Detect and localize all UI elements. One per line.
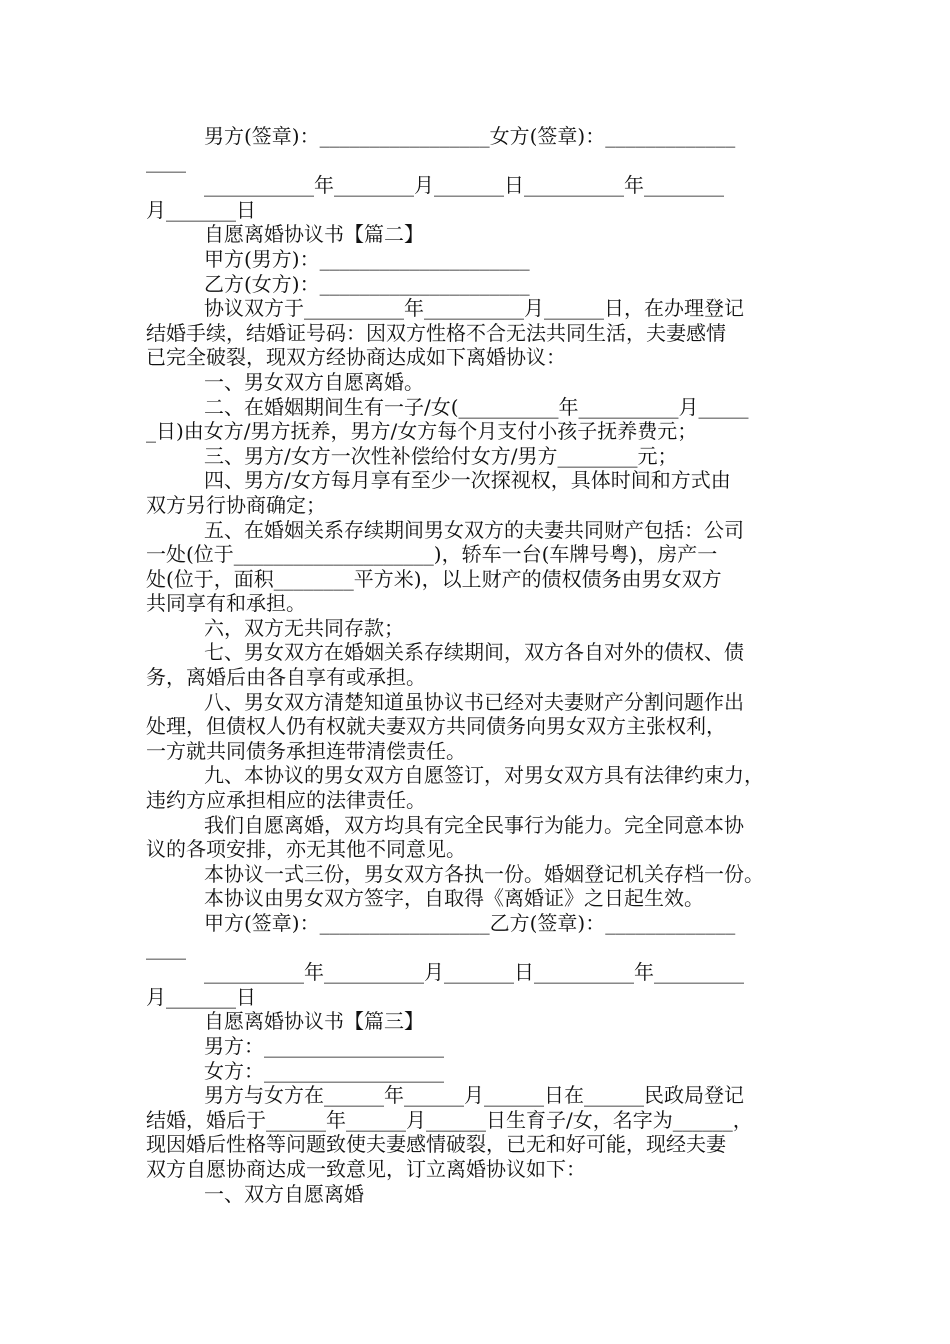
clause-2: 二、在婚姻期间生有一子/女(__________年__________月_____: [204, 394, 749, 419]
party-a-line: 甲方(男方)：_____________________: [204, 246, 530, 271]
document-page: [146, 124, 810, 1206]
clause-3: 三、男方/女方一次性补偿给付女方/男方________元；: [204, 443, 678, 468]
copies-line: 本协议一式三份，男女双方各执一份。婚姻登记机关存档一份。: [204, 861, 764, 886]
clause-5-cont: 共同享有和承担。: [146, 591, 306, 616]
signature-line-cont: ____: [146, 935, 186, 960]
paragraph-line: 协议双方于__________年__________月______日，在办理登记: [204, 296, 744, 321]
section-title-3: 自愿离婚协议书【篇三】: [204, 1009, 424, 1034]
effective-line: 本协议由男女双方签字，自取得《离婚证》之日起生效。: [204, 886, 704, 911]
female-party-line: 女方：__________________: [204, 1058, 444, 1083]
clause-6: 六，双方无共同存款；: [204, 615, 404, 640]
paragraph-line: 双方自愿协商达成一致意见，订立离婚协议如下：: [146, 1156, 586, 1181]
signature-line: 男方(签章)：_________________女方(签章)：_____________: [204, 124, 736, 148]
clause-8-cont: 处理，但债权人仍有权就夫妻双方共同债务向男女双方主张权利，: [146, 714, 726, 739]
statement-line: 我们自愿离婚，双方均具有完全民事行为能力。完全同意本协: [204, 812, 744, 837]
clause-7: 七、男女双方在婚姻关系存续期间，双方各自对外的债权、债: [204, 640, 744, 665]
clause-2-cont: _日)由女方/男方抚养，男方/女方每个月支付小孩子抚养费元；: [146, 419, 698, 444]
party-b-line: 乙方(女方)：_____________________: [204, 271, 530, 296]
date-line: __________年__________月_______日__________年_________: [204, 960, 744, 985]
clause-7-cont: 务，离婚后由各自享有或承担。: [146, 665, 426, 690]
paragraph-line: 结婚，婚后于______年______月______日生育子/女，名字为______，: [146, 1107, 753, 1132]
clause-1: 一、男女双方自愿离婚。: [204, 369, 424, 394]
statement-line-cont: 议的各项安排，亦无其他不同意见。: [146, 837, 466, 862]
clause-5-cont: 一处(位于____________________)，轿车一台(车牌号粤)，房产一: [146, 542, 718, 567]
paragraph-line: 男方与女方在______年______月______日在______民政局登记: [204, 1083, 744, 1108]
clause-9-cont: 违约方应承担相应的法律责任。: [146, 788, 426, 813]
paragraph-line: 已完全破裂，现双方经协商达成如下离婚协议：: [146, 345, 566, 370]
section-title-2: 自愿离婚协议书【篇二】: [204, 222, 424, 247]
date-line-cont: 月_______日: [146, 984, 256, 1009]
paragraph-line: 结婚手续，结婚证号码：因双方性格不合无法共同生活，夫妻感情: [146, 320, 726, 345]
date-line: ___________年________月_______日__________年________: [204, 173, 724, 198]
clause-1: 一、双方自愿离婚: [204, 1181, 364, 1206]
clause-4: 四、男方/女方每月享有至少一次探视权，具体时间和方式由: [204, 468, 731, 493]
clause-8: 八、男女双方清楚知道虽协议书已经对夫妻财产分割问题作出: [204, 689, 744, 714]
clause-5-cont: 处(位于，面积________平方米)，以上财产的债权债务由男女双方: [146, 566, 722, 591]
signature-line-cont: ____: [146, 148, 186, 173]
paragraph-line: 现因婚后性格等问题致使夫妻感情破裂，已无和好可能，现经夫妻: [146, 1132, 726, 1157]
clause-9: 九、本协议的男女双方自愿签订，对男女双方具有法律约束力，: [204, 763, 764, 788]
signature-line: 甲方(签章)：_________________乙方(签章)：_____________: [204, 911, 736, 935]
clause-5: 五、在婚姻关系存续期间男女双方的夫妻共同财产包括：公司: [204, 517, 744, 542]
clause-4-cont: 双方另行协商确定；: [146, 492, 326, 517]
male-party-line: 男方：__________________: [204, 1033, 444, 1058]
date-line-cont: 月_______日: [146, 197, 256, 222]
clause-8-cont: 一方就共同债务承担连带清偿责任。: [146, 738, 466, 763]
